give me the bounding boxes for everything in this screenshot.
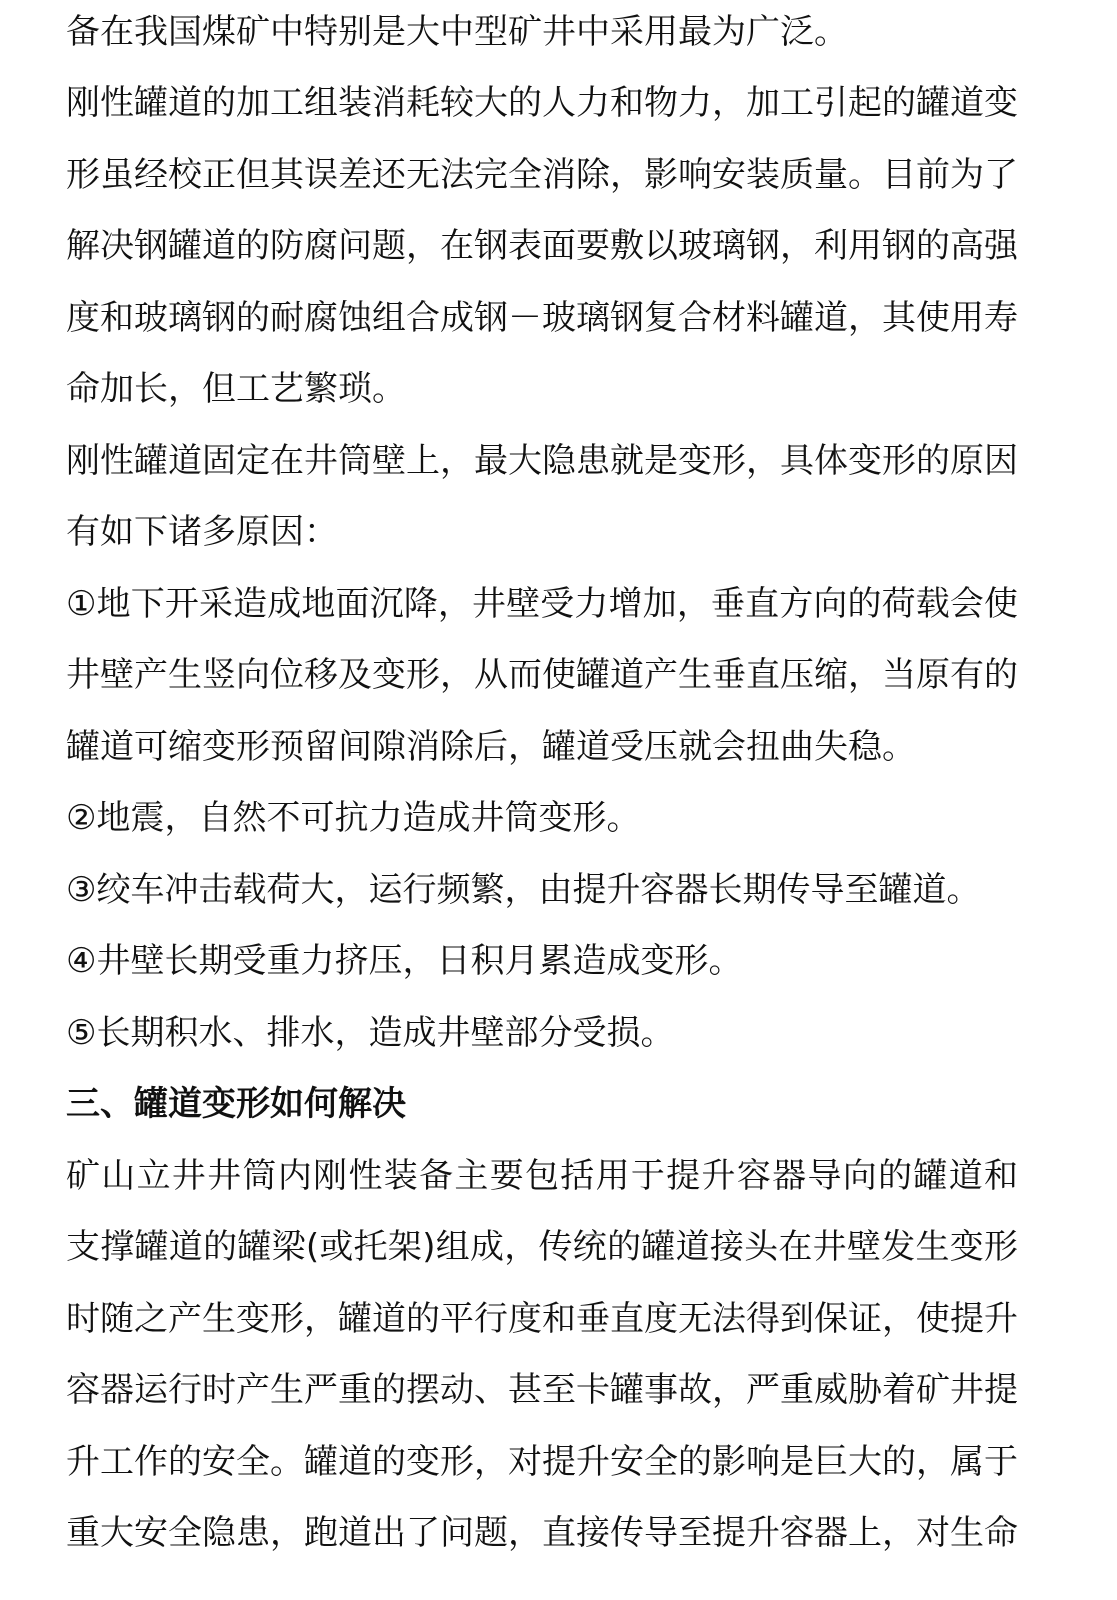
paragraph-line: 容器运行时产生严重的摆动、甚至卡罐事故，严重威胁着矿井提 xyxy=(66,1370,1018,1410)
list-item-line: 井壁产生竖向位移及变形，从而使罐道产生垂直压缩，当原有的 xyxy=(66,655,1018,695)
section-heading: 三、罐道变形如何解决 xyxy=(66,1084,406,1124)
paragraph-line: 刚性罐道的加工组装消耗较大的人力和物力，加工引起的罐道变 xyxy=(66,83,1018,123)
paragraph-line: 备在我国煤矿中特别是大中型矿井中采用最为广泛。 xyxy=(66,12,848,52)
paragraph-line: 命加长，但工艺繁琐。 xyxy=(66,369,406,409)
paragraph-line: 支撑罐道的罐梁(或托架)组成，传统的罐道接头在井壁发生变形 xyxy=(66,1227,1018,1267)
paragraph-line: 矿山立井井筒内刚性装备主要包括用于提升容器导向的罐道和 xyxy=(66,1156,1018,1196)
paragraph-line: 升工作的安全。罐道的变形，对提升安全的影响是巨大的，属于 xyxy=(66,1442,1018,1482)
list-item-line: 罐道可缩变形预留间隙消除后，罐道受压就会扭曲失稳。 xyxy=(66,727,916,767)
list-item-line: ①地下开采造成地面沉降，井壁受力增加，垂直方向的荷载会使 xyxy=(66,584,1018,624)
list-item-line: ⑤长期积水、排水，造成井壁部分受损。 xyxy=(66,1013,675,1053)
paragraph-line: 刚性罐道固定在井筒壁上，最大隐患就是变形，具体变形的原因 xyxy=(66,441,1018,481)
paragraph-line: 有如下诸多原因： xyxy=(66,512,338,552)
paragraph-line: 度和玻璃钢的耐腐蚀组合成钢－玻璃钢复合材料罐道，其使用寿 xyxy=(66,298,1018,338)
paragraph-line: 时随之产生变形，罐道的平行度和垂直度无法得到保证，使提升 xyxy=(66,1299,1018,1339)
list-item-line: ④井壁长期受重力挤压，日积月累造成变形。 xyxy=(66,941,743,981)
list-item-line: ③绞车冲击载荷大，运行频繁，由提升容器长期传导至罐道。 xyxy=(66,870,981,910)
paragraph-line: 形虽经校正但其误差还无法完全消除，影响安装质量。目前为了 xyxy=(66,155,1018,195)
paragraph-line: 解决钢罐道的防腐问题，在钢表面要敷以玻璃钢，利用钢的高强 xyxy=(66,226,1018,266)
document-page xyxy=(66,0,1026,1600)
paragraph-line: 重大安全隐患，跑道出了问题，直接传导至提升容器上，对生命 xyxy=(66,1513,1018,1553)
list-item-line: ②地震，自然不可抗力造成井筒变形。 xyxy=(66,798,641,838)
